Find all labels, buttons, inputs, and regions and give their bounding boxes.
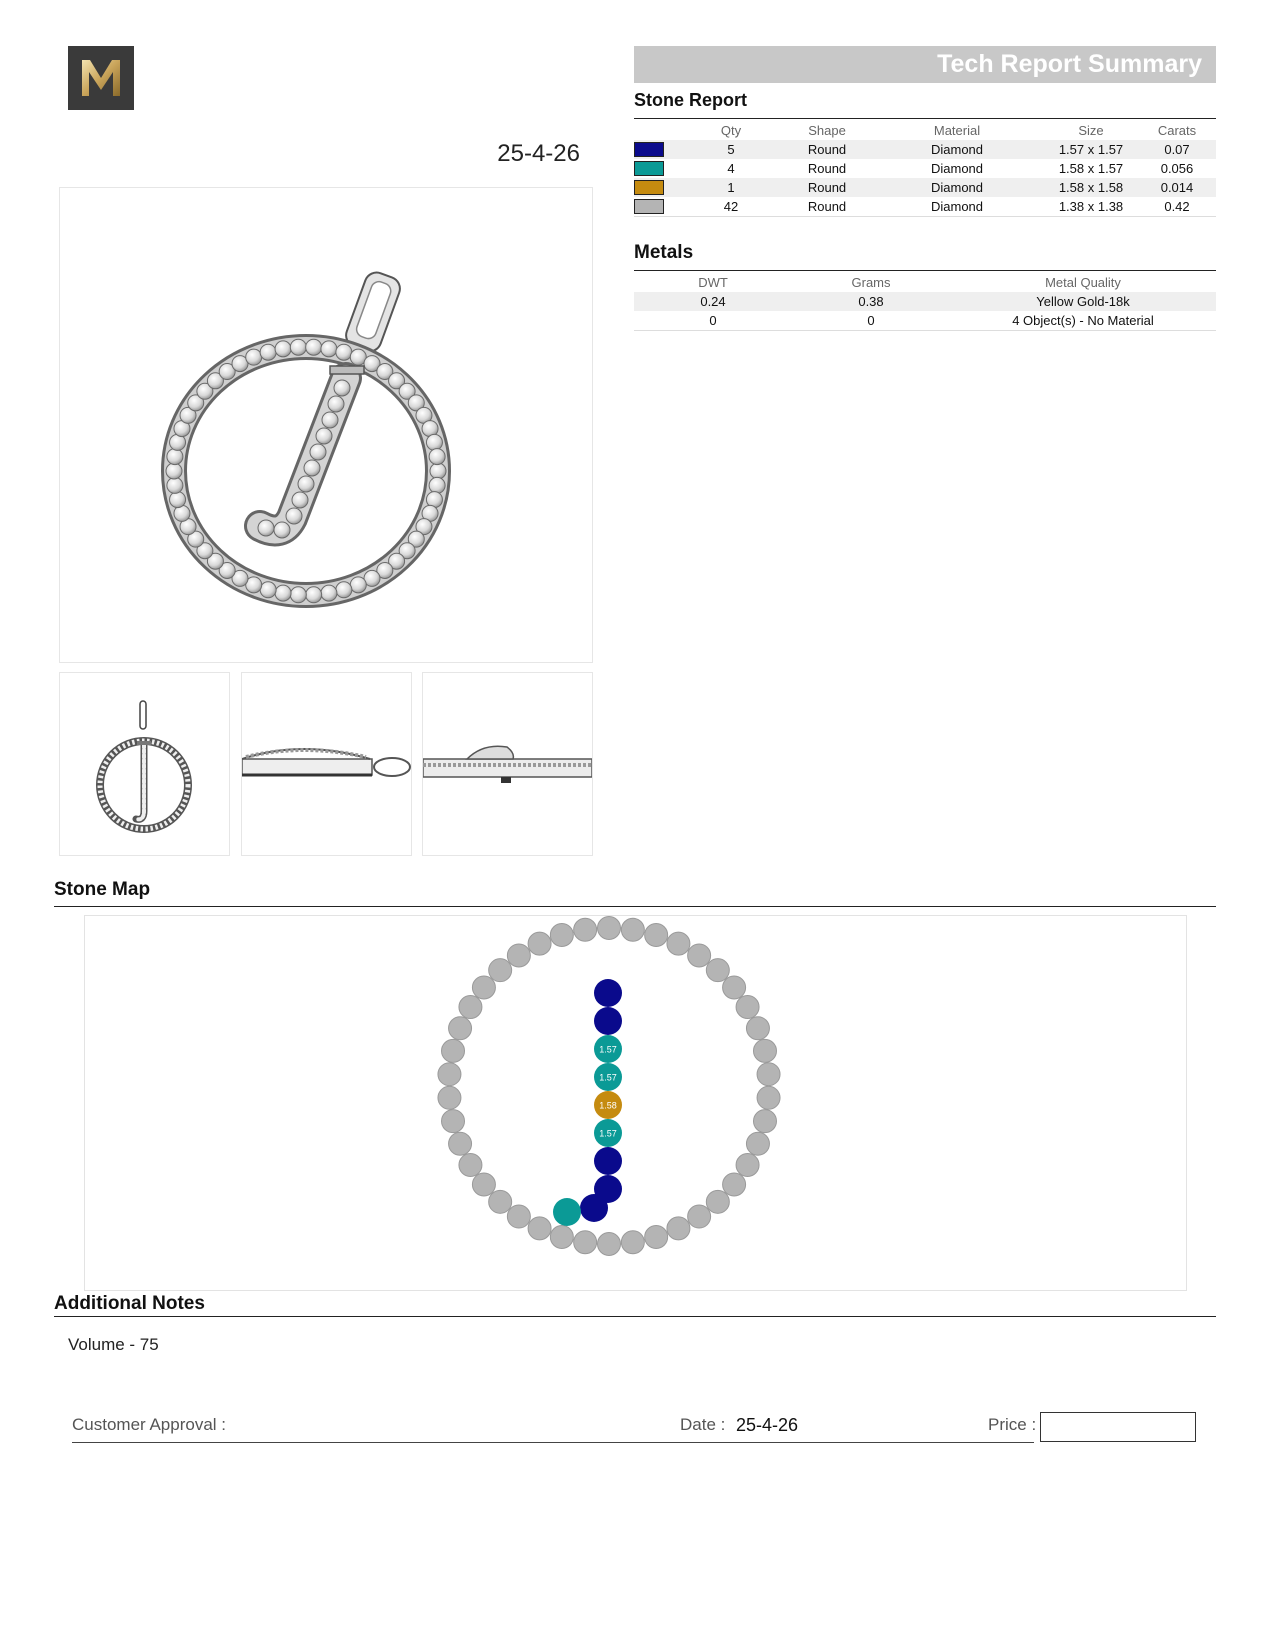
stone-map-grey-stone <box>753 1110 776 1133</box>
stone-map-grey-stone <box>574 918 597 941</box>
stone-qty: 5 <box>678 140 784 159</box>
stone-map-grey-stone <box>489 959 512 982</box>
column-header-color <box>634 121 678 140</box>
pendant-bead <box>336 344 352 360</box>
column-header-material: Material <box>933 123 981 138</box>
pendant-bead <box>321 585 337 601</box>
pendant-bead <box>429 449 445 465</box>
stone-map-size-label: 1.57 <box>599 1044 617 1055</box>
stone-map-grey-stone <box>757 1063 780 1086</box>
stone-report-divider <box>634 118 1216 119</box>
approval-date-value: 25-4-26 <box>736 1415 799 1435</box>
stone-carats: 0.42 <box>1138 197 1216 217</box>
stone-map-grey-stone <box>667 932 690 955</box>
approval-date-label: Date : <box>680 1415 726 1434</box>
stone-size: 1.58 x 1.57 <box>1058 161 1124 176</box>
column-header-qty: Qty <box>720 123 742 138</box>
pendant-thumbnail-front <box>59 672 230 856</box>
approval-price-label: Price : <box>988 1415 1037 1434</box>
stone-map-stem-stone <box>553 1198 581 1226</box>
pendant-bead <box>304 460 320 476</box>
stone-map-grey-stone <box>667 1217 690 1240</box>
metal-dwt: 0.24 <box>634 292 792 311</box>
stone-map-grey-stone <box>645 924 668 947</box>
stone-map-grey-stone <box>688 944 711 967</box>
column-header-size: Size <box>1078 123 1104 138</box>
pendant-bead <box>275 341 291 357</box>
pendant-bead <box>321 341 337 357</box>
pendant-bead <box>429 477 445 493</box>
stone-map-grey-stone <box>645 1225 668 1248</box>
stone-map-stem-stone <box>594 1147 622 1175</box>
stone-carats: 0.056 <box>1160 161 1194 176</box>
stone-size: 1.58 x 1.58 <box>1044 178 1138 197</box>
stone-map-grey-stone <box>442 1039 465 1062</box>
pendant-bead <box>166 463 182 479</box>
stone-material: Diamond <box>870 178 1044 197</box>
stone-qty: 4 <box>727 161 735 176</box>
pendant-thumbnail-side <box>241 672 412 856</box>
pendant-bead <box>258 520 274 536</box>
stone-map-size-label: 1.57 <box>599 1128 617 1139</box>
stone-map-grey-stone <box>507 944 530 967</box>
stone-report-row <box>634 178 1216 197</box>
stone-map-grey-stone <box>489 1190 512 1213</box>
customer-approval-label: Customer Approval : <box>72 1415 227 1434</box>
stone-color-swatch <box>634 180 664 195</box>
pendant-bead <box>334 380 350 396</box>
pendant-bead <box>290 339 306 355</box>
stone-size: 1.57 x 1.57 <box>1044 140 1138 159</box>
stone-report-row <box>634 159 1216 178</box>
pendant-bead <box>292 492 308 508</box>
metals-row <box>634 311 1216 331</box>
stone-map-grey-stone <box>688 1205 711 1228</box>
pendant-bead <box>290 587 306 603</box>
stone-map-grey-stone <box>528 1217 551 1240</box>
stone-map-grey-stone <box>438 1063 461 1086</box>
pendant-bead <box>336 582 352 598</box>
metal-grams: 0.38 <box>792 292 950 311</box>
pendant-bead <box>306 587 322 603</box>
stone-map-grey-stone <box>459 1154 482 1177</box>
metal-quality: Yellow Gold-18k <box>950 292 1216 311</box>
stone-map-grey-stone <box>621 1231 644 1254</box>
pendant-bead <box>274 522 290 538</box>
metals-title: Metals <box>634 242 694 263</box>
metals-table <box>634 273 1216 331</box>
additional-notes-title: Additional Notes <box>54 1293 205 1314</box>
stone-map-stem-stone <box>594 1007 622 1035</box>
stone-map-grey-stone <box>459 996 482 1019</box>
company-logo <box>68 46 134 110</box>
column-header-grams: Grams <box>851 275 891 290</box>
stone-map-grey-stone <box>438 1086 461 1109</box>
stone-map-size-label: 1.58 <box>599 1100 617 1111</box>
stone-carats: 0.014 <box>1138 178 1216 197</box>
stone-map-stem-stone <box>580 1194 608 1222</box>
stone-map-stem-stone <box>594 979 622 1007</box>
stone-map-grey-stone <box>550 924 573 947</box>
stone-map-divider <box>54 906 1216 907</box>
stone-map-grey-stone <box>706 959 729 982</box>
pendant-bead <box>306 339 322 355</box>
stone-map-grey-stone <box>706 1190 729 1213</box>
pendant-bead <box>328 396 344 412</box>
stone-map-grey-stone <box>449 1017 472 1040</box>
tech-report-banner <box>634 46 1216 83</box>
stone-map-grey-stone <box>723 1173 746 1196</box>
stone-qty: 1 <box>678 178 784 197</box>
stone-map-grey-stone <box>472 976 495 999</box>
pendant-render-main <box>59 187 593 663</box>
stone-map-diagram <box>84 915 1187 1291</box>
pendant-bead <box>310 444 326 460</box>
stone-map-grey-stone <box>550 1225 573 1248</box>
stone-report-table <box>634 121 1216 217</box>
pendant-bead <box>260 344 276 360</box>
additional-notes-text: Volume - 75 <box>68 1335 159 1354</box>
stone-material: Diamond <box>930 161 984 176</box>
column-header-carats: Carats <box>1157 123 1197 138</box>
customer-signature-line[interactable] <box>72 1442 1034 1443</box>
stone-report-row <box>634 197 1216 217</box>
pendant-bead <box>426 434 442 450</box>
stone-map-grey-stone <box>753 1039 776 1062</box>
pendant-bead <box>430 463 446 479</box>
stone-shape: Round <box>784 197 870 217</box>
stone-map-grey-stone <box>574 1231 597 1254</box>
stone-qty: 42 <box>678 197 784 217</box>
stone-map-grey-stone <box>507 1205 530 1228</box>
stone-map-grey-stone <box>442 1110 465 1133</box>
metals-header-row <box>634 273 1216 292</box>
metal-grams: 0 <box>792 311 950 331</box>
stone-map-grey-stone <box>736 1154 759 1177</box>
logo-mark <box>68 46 134 110</box>
stone-report-header-row <box>634 121 1216 140</box>
metal-quality: 4 Object(s) - No Material <box>950 311 1216 331</box>
stone-map-grey-stone <box>746 1132 769 1155</box>
stone-map-grey-stone <box>598 917 621 940</box>
stone-map-grey-stone <box>746 1017 769 1040</box>
pendant-thumbnail-top <box>422 672 593 856</box>
stone-map-size-label: 1.57 <box>599 1072 617 1083</box>
column-header-dwt: DWT <box>698 275 728 290</box>
stone-color-swatch <box>634 142 664 157</box>
metals-divider <box>634 270 1216 271</box>
stone-color-swatch <box>634 199 664 214</box>
column-header-shape: Shape <box>808 123 846 138</box>
stone-map-grey-stone <box>528 932 551 955</box>
stone-map-grey-stone <box>723 976 746 999</box>
stone-size: 1.38 x 1.38 <box>1044 197 1138 217</box>
stone-report-title: Stone Report <box>634 90 748 110</box>
tech-report-title: Tech Report Summary <box>937 50 1202 78</box>
pendant-bead <box>322 412 338 428</box>
metal-dwt: 0 <box>634 311 792 331</box>
stone-map-grey-stone <box>449 1132 472 1155</box>
pendant-bead <box>350 577 366 593</box>
pendant-bead <box>167 477 183 493</box>
stone-map-title: Stone Map <box>54 879 151 900</box>
stone-shape: Round <box>784 140 870 159</box>
price-input-box[interactable] <box>1040 1412 1196 1442</box>
stone-map-grey-stone <box>621 918 644 941</box>
stone-material: Diamond <box>870 140 1044 159</box>
pendant-bead <box>275 585 291 601</box>
pendant-bead <box>246 349 262 365</box>
stone-shape: Round <box>807 161 847 176</box>
stone-material: Diamond <box>870 197 1044 217</box>
pendant-bead <box>316 428 332 444</box>
pendant-bead <box>167 449 183 465</box>
pendant-bead <box>298 476 314 492</box>
stone-color-swatch <box>634 161 664 176</box>
metals-row <box>634 292 1216 311</box>
stone-map-grey-stone <box>736 996 759 1019</box>
stone-map-grey-stone <box>598 1233 621 1256</box>
pendant-bead <box>260 582 276 598</box>
pendant-bead <box>286 508 302 524</box>
pendant-bead <box>170 492 186 508</box>
stone-report-row <box>634 140 1216 159</box>
column-header-metal-quality: Metal Quality <box>1045 275 1121 290</box>
additional-notes-divider <box>54 1316 1216 1317</box>
stone-map-grey-stone <box>757 1086 780 1109</box>
stone-map-svg <box>85 916 1186 1290</box>
header-date: 25-4-26 <box>497 140 580 167</box>
stone-carats: 0.07 <box>1138 140 1216 159</box>
stone-shape: Round <box>784 178 870 197</box>
stone-map-grey-stone <box>472 1173 495 1196</box>
